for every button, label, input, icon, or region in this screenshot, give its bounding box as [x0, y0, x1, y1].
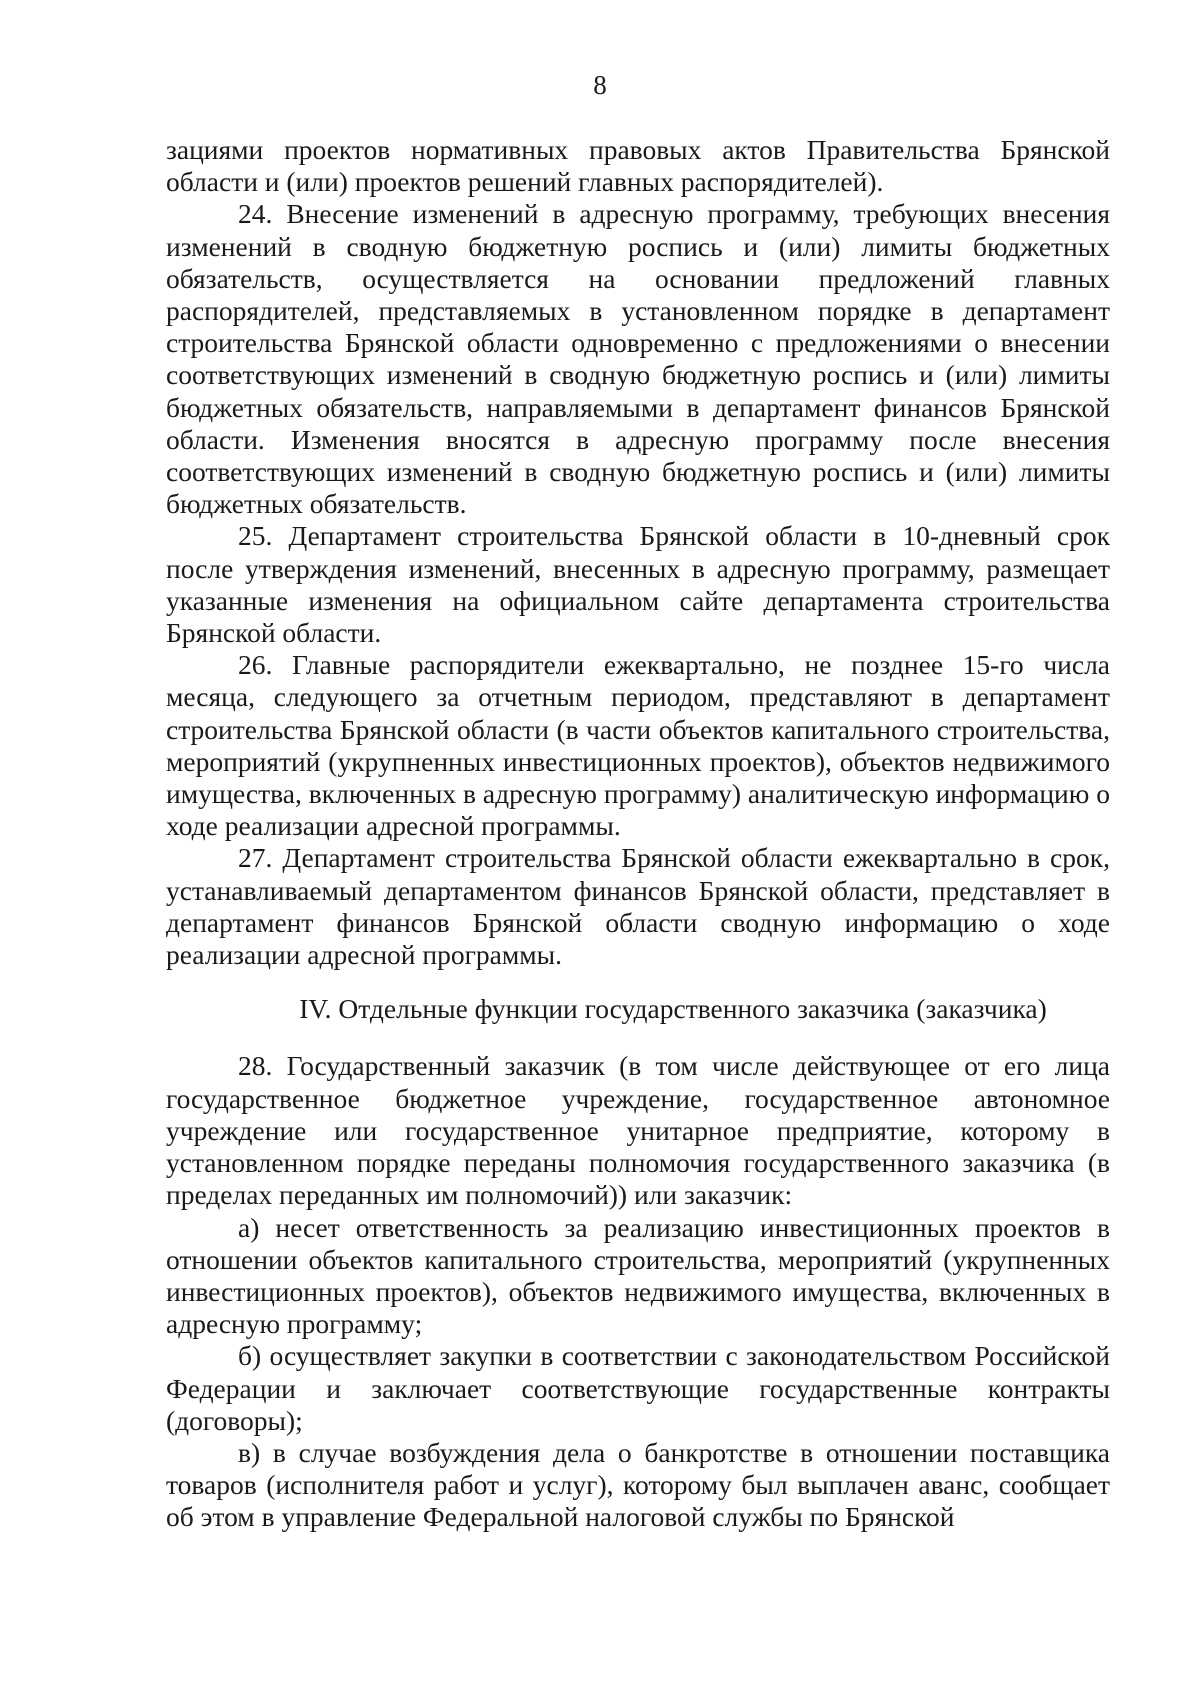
paragraph: 28. Государственный заказчик (в том числе действующее от его лица государственное бюджетное учреждение, государственное автономное учреждение или государственное унитарное предприятие, которому в установленном порядке переданы полномочия государственного заказчика (в пределах переданных им полномочий)) или заказчик: [166, 1050, 1110, 1211]
document-body [166, 134, 1110, 1534]
paragraph: в) в случае возбуждения дела о банкротстве в отношении поставщика товаров (исполнителя работ и услуг), которому был выплачен аванс, сообщает об этом в управление Федеральной налоговой службы по Брянской [166, 1436, 1110, 1533]
paragraph: 27. Департамент строительства Брянской области ежеквартально в срок, устанавливаемый департаментом финансов Брянской области, представляет в департамент финансов Брянской области сводную информацию о ходе реализации адресной программы. [166, 842, 1110, 971]
paragraph: 26. Главные распорядители ежеквартально, не позднее 15-го числа месяца, следующего за отчетным периодом, представляют в департамент строительства Брянской области (в части объектов капитального строительства, мероприятий (укрупненных инвестиционных проектов), объектов недвижимого имущества, включенных в адресную программу) аналитическую информацию о ходе реализации адресной программы. [166, 649, 1110, 842]
page-number: 8 [593, 70, 607, 100]
paragraph: б) осуществляет закупки в соответствии с законодательством Российской Федерации и заключает соответствующие государственные контракты (договоры); [166, 1340, 1110, 1436]
paragraph: а) несет ответственность за реализацию инвестиционных проектов в отношении объектов капитального строительства, мероприятий (укрупненных инвестиционных проектов), объектов недвижимого имущества, включенных в адресную программу; [166, 1211, 1110, 1340]
paragraph-group-after-heading [166, 1050, 1110, 1533]
paragraph: 24. Внесение изменений в адресную программу, требующих внесения изменений в сводную бюджетную роспись и (или) лимиты бюджетных обязательств, осуществляется на основании предложений главных распорядителей, представляемых в установленном порядке в департамент строительства Брянской области одновременно с предложениями о внесении соответствующих изменений в сводную бюджетную роспись и (или) лимиты бюджетных обязательств, направляемыми в департамент финансов Брянской области. Изменения вносятся в адресную программу после внесения соответствующих изменений в сводную бюджетную роспись и (или) лимиты бюджетных обязательств. [166, 198, 1110, 520]
section-heading: IV. Отдельные функции государственного заказчика (заказчика) [299, 993, 1047, 1025]
paragraph-group-before-heading [166, 134, 1110, 971]
paragraph: зациями проектов нормативных правовых актов Правительства Брянской области и (или) проектов решений главных распорядителей). [166, 134, 1110, 198]
paragraph: 25. Департамент строительства Брянской области в 10-дневный срок после утверждения изменений, внесенных в адресную программу, размещает указанные изменения на официальном сайте департамента строительства Брянской области. [166, 520, 1110, 649]
